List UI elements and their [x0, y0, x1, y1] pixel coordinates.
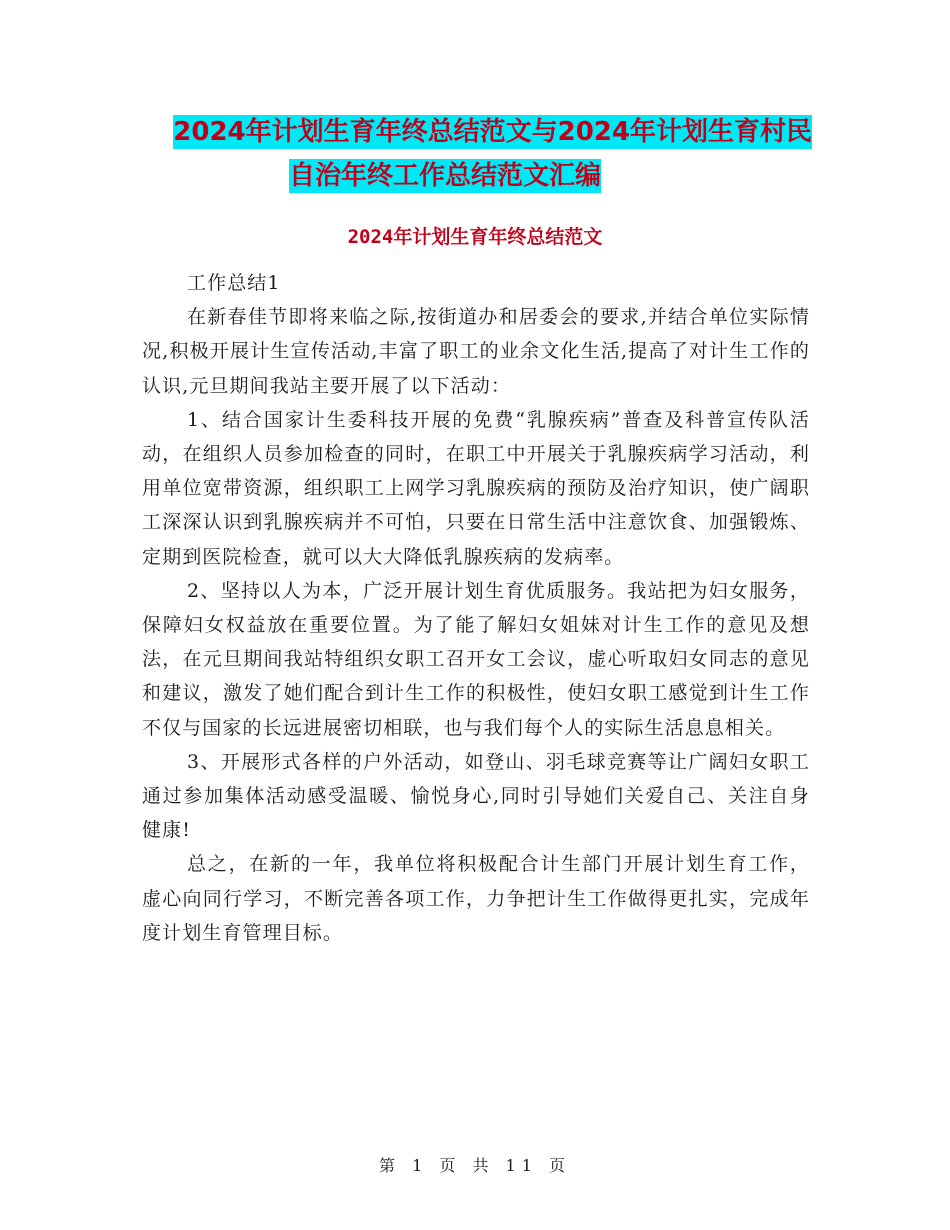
section-title: 2024年计划生育年终总结范文 — [347, 226, 603, 248]
body-text — [142, 266, 810, 950]
paragraph-item-2: 2、坚持以人为本，广泛开展计划生育优质服务。我站把为妇女服务，保障妇女权益放在重要位置。为了能了解妇女姐妹对计生工作的意见及想法，在元旦期间我站特组织女职工召开女工会议，虚心听取妇女同志的意见和建议，激发了她们配合到计生工作的积极性，使妇女职工感觉到计生工作不仅与国家的长远进展密切相联，也与我们每个人的实际生活息息相关。 — [142, 579, 810, 739]
paragraph-conclusion: 总之，在新的一年，我单位将积极配合计生部门开展计划生育工作，虚心向同行学习，不断完善各项工作，力争把计生工作做得更扎实，完成年度计划生育管理目标。 — [142, 853, 810, 944]
page-footer: 第 1 页 共 11 页 — [379, 1156, 571, 1175]
paragraph-item-3: 3、开展形式各样的户外活动，如登山、羽毛球竞赛等让广阔妇女职工通过参加集体活动感受温暖、愉悦身心,同时引导她们关爱自己、关注自身健康! — [142, 750, 810, 842]
paragraph-intro: 在新春佳节即将来临之际,按街道办和居委会的要求,并结合单位实际情况,积极开展计生宣传活动,丰富了职工的业余文化生活,提高了对计生工作的认识,元旦期间我站主要开展了以下活动： — [142, 306, 810, 397]
title-line-2: 自治年终工作总结范文汇编 — [288, 161, 601, 191]
title-line-1: 2024年计划生育年终总结范文与2024年计划生育村民 — [173, 117, 812, 147]
paragraph-item-1: 1、结合国家计生委科技开展的免费“乳腺疾病”普查及科普宣传队活动，在组织人员参加检查的同时，在职工中开展关于乳腺疾病学习活动，利用单位宽带资源，组织职工上网学习乳腺疾病的预防及治疗知识，使广阔职工深深认识到乳腺疾病并不可怕，只要在日常生活中注意饮食、加强锻炼、定期到医院检查，就可以大大降低乳腺疾病的发病率。 — [142, 408, 810, 568]
paragraph-heading: 工作总结1 — [187, 272, 281, 294]
document-title — [140, 110, 830, 198]
